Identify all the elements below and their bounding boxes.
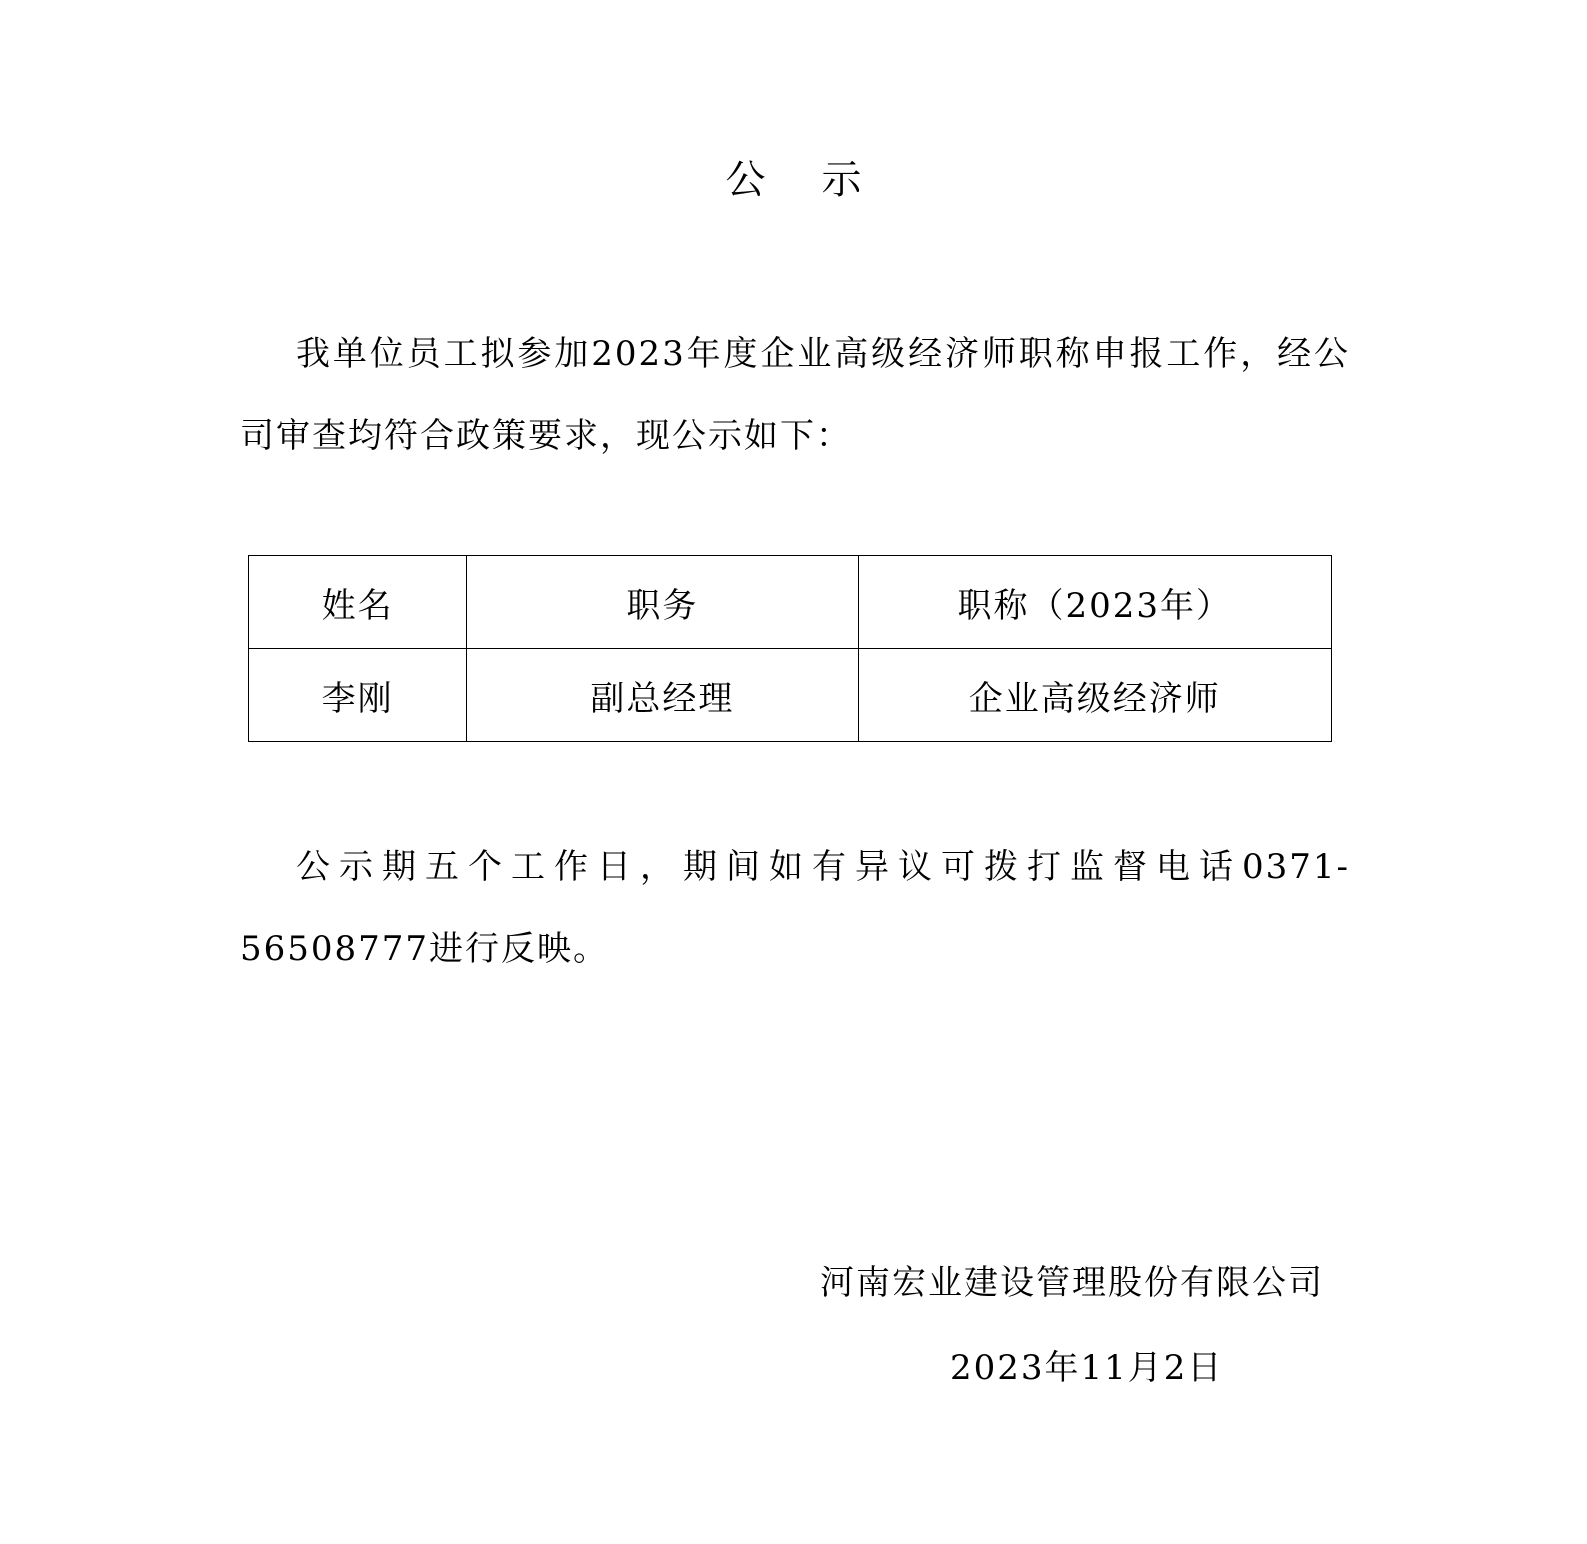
notice-paragraph: 公示期五个工作日，期间如有异议可拨打监督电话0371-56508777进行反映。 [240,847,1350,969]
company-name: 河南宏业建设管理股份有限公司 [820,1263,1324,1303]
header-position: 职务 [467,556,858,649]
cell-professional-title: 企业高级经济师 [858,649,1331,742]
header-name: 姓名 [249,556,467,649]
header-professional-title: 职称（2023年） [858,556,1331,649]
table-row [249,649,1332,742]
document-date: 2023年11月2日 [950,1348,1224,1388]
table-header-row [249,556,1332,649]
intro-paragraph: 我单位员工拟参加2023年度企业高级经济师职称申报工作，经公司审查均符合政策要求，现公示如下： [240,334,1350,456]
cell-position: 副总经理 [467,649,858,742]
cell-name: 李刚 [249,649,467,742]
applicant-table [248,555,1332,742]
page-title: 公示 [725,157,918,203]
